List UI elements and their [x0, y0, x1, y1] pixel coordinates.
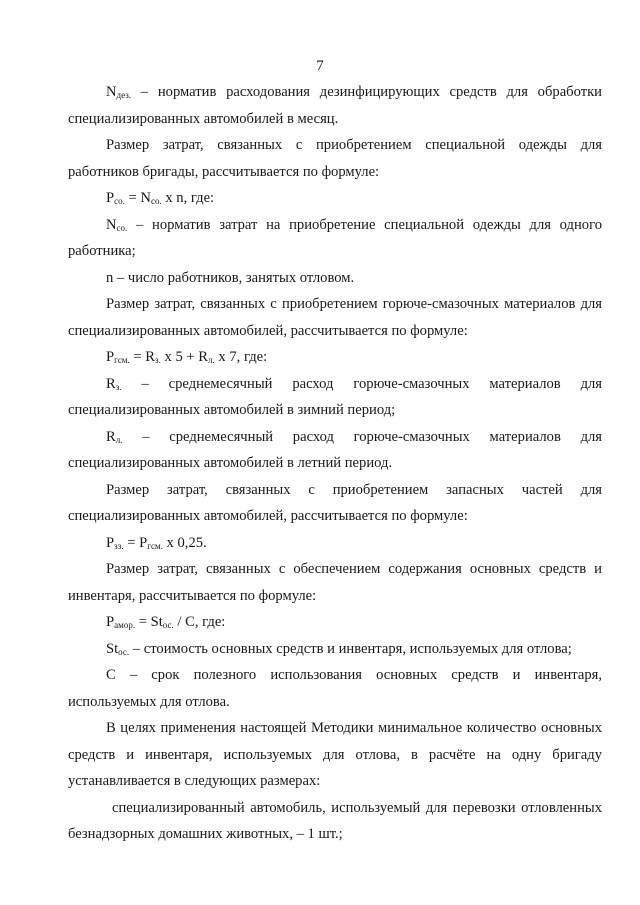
subscript: з. — [115, 381, 122, 392]
paragraph-methodology-minimum — [68, 715, 602, 795]
paragraph-n-dez-definition — [68, 79, 602, 132]
text-run: – норматив расходования дезинфицирующих средств для обработки специализированных автомобилей в месяц. — [68, 84, 602, 127]
document-body — [68, 79, 602, 848]
text-run: = N — [124, 190, 151, 206]
text-run: Р — [106, 614, 115, 630]
text-run: – стоимость основных средств и инвентаря, используемых для отлова; — [129, 640, 572, 657]
paragraph-st-os-definition — [68, 636, 602, 663]
text-run: = R — [129, 349, 156, 365]
text-run: R — [106, 428, 116, 445]
subscript: амор. — [114, 620, 136, 630]
text-run: Размер затрат, связанных с приобретением специальной одежды для работников бригады, рассчитывается по формуле: — [68, 137, 602, 180]
text-run: St — [106, 640, 119, 657]
formula-p-amor — [68, 609, 602, 636]
text-run: В целях применения настоящей Методики минимальное количество основных средств и инвентаря, используемых для отлова, в расчёте на одну бригаду устанавливается в следующих размерах: — [68, 720, 602, 789]
paragraph-n-definition — [68, 265, 602, 292]
paragraph-clothing-costs-intro — [68, 132, 602, 185]
paragraph-fuel-costs-intro — [68, 291, 602, 344]
subscript: з. — [155, 355, 161, 365]
text-run: N — [106, 84, 117, 100]
text-run: Размер затрат, связанных с обеспечением содержания основных средств и инвентаря, рассчитывается по формуле: — [68, 561, 602, 604]
text-run: Р — [106, 534, 115, 551]
subscript: л. — [115, 434, 123, 445]
paragraph-r-l-definition — [68, 424, 602, 477]
text-run: специализированный автомобиль, используемый для перевозки отловленных безнадзорных домашних животных, – 1 шт.; — [68, 799, 602, 842]
paragraph-maintenance-intro — [68, 556, 602, 609]
text-run: Р — [106, 190, 115, 206]
text-run: х 5 + R — [160, 349, 208, 365]
subscript: ос. — [118, 646, 130, 657]
subscript: гсм. — [147, 540, 163, 551]
subscript: л. — [208, 355, 215, 365]
subscript: дез. — [116, 90, 132, 100]
text-run: Р — [106, 349, 115, 365]
page-number: 7 — [316, 58, 324, 74]
text-run: Размер затрат, связанных с приобретением горюче-смазочных материалов для специализированных автомобилей, рассчитывается по формуле: — [68, 296, 602, 339]
text-run: Размер затрат, связанных с приобретением запасных частей для специализированных автомобилей, рассчитывается по формуле: — [68, 481, 602, 524]
text-run: n – число работников, занятых отловом. — [106, 269, 355, 286]
text-run: х 0,25. — [162, 534, 207, 551]
text-run: – норматив затрат на приобретение специальной одежды для одного работника; — [68, 216, 602, 259]
text-run: = Р — [123, 534, 148, 551]
subscript: гсм. — [114, 355, 130, 365]
subscript: со. — [114, 196, 125, 206]
subscript: ос. — [162, 620, 174, 630]
paragraph-n-so-definition — [68, 212, 602, 265]
text-run: = St — [135, 614, 163, 630]
subscript: со. — [150, 196, 162, 206]
text-run: – среднемесячный расход горюче-смазочных материалов для специализированных автомобилей в летний период. — [68, 428, 602, 471]
text-run: / С, где: — [173, 614, 226, 630]
text-run: R — [106, 375, 116, 392]
paragraph-r-z-definition — [68, 371, 602, 424]
text-run: – среднемесячный расход горюче-смазочных материалов для специализированных автомобилей в зимний период; — [68, 375, 602, 418]
formula-p-so — [68, 185, 602, 212]
text-run: С – срок полезного использования основных средств и инвентаря, используемых для отлова. — [68, 667, 602, 710]
subscript: зз. — [114, 540, 124, 551]
formula-p-gsm — [68, 344, 602, 371]
paragraph-spare-parts-intro — [68, 477, 602, 530]
formula-p-zz — [68, 530, 602, 557]
text-run: х n, где: — [161, 190, 215, 206]
paragraph-vehicle-item — [68, 795, 602, 848]
paragraph-c-definition — [68, 662, 602, 715]
text-run: N — [106, 216, 117, 233]
subscript: со. — [116, 222, 128, 233]
text-run: х 7, где: — [214, 349, 268, 365]
